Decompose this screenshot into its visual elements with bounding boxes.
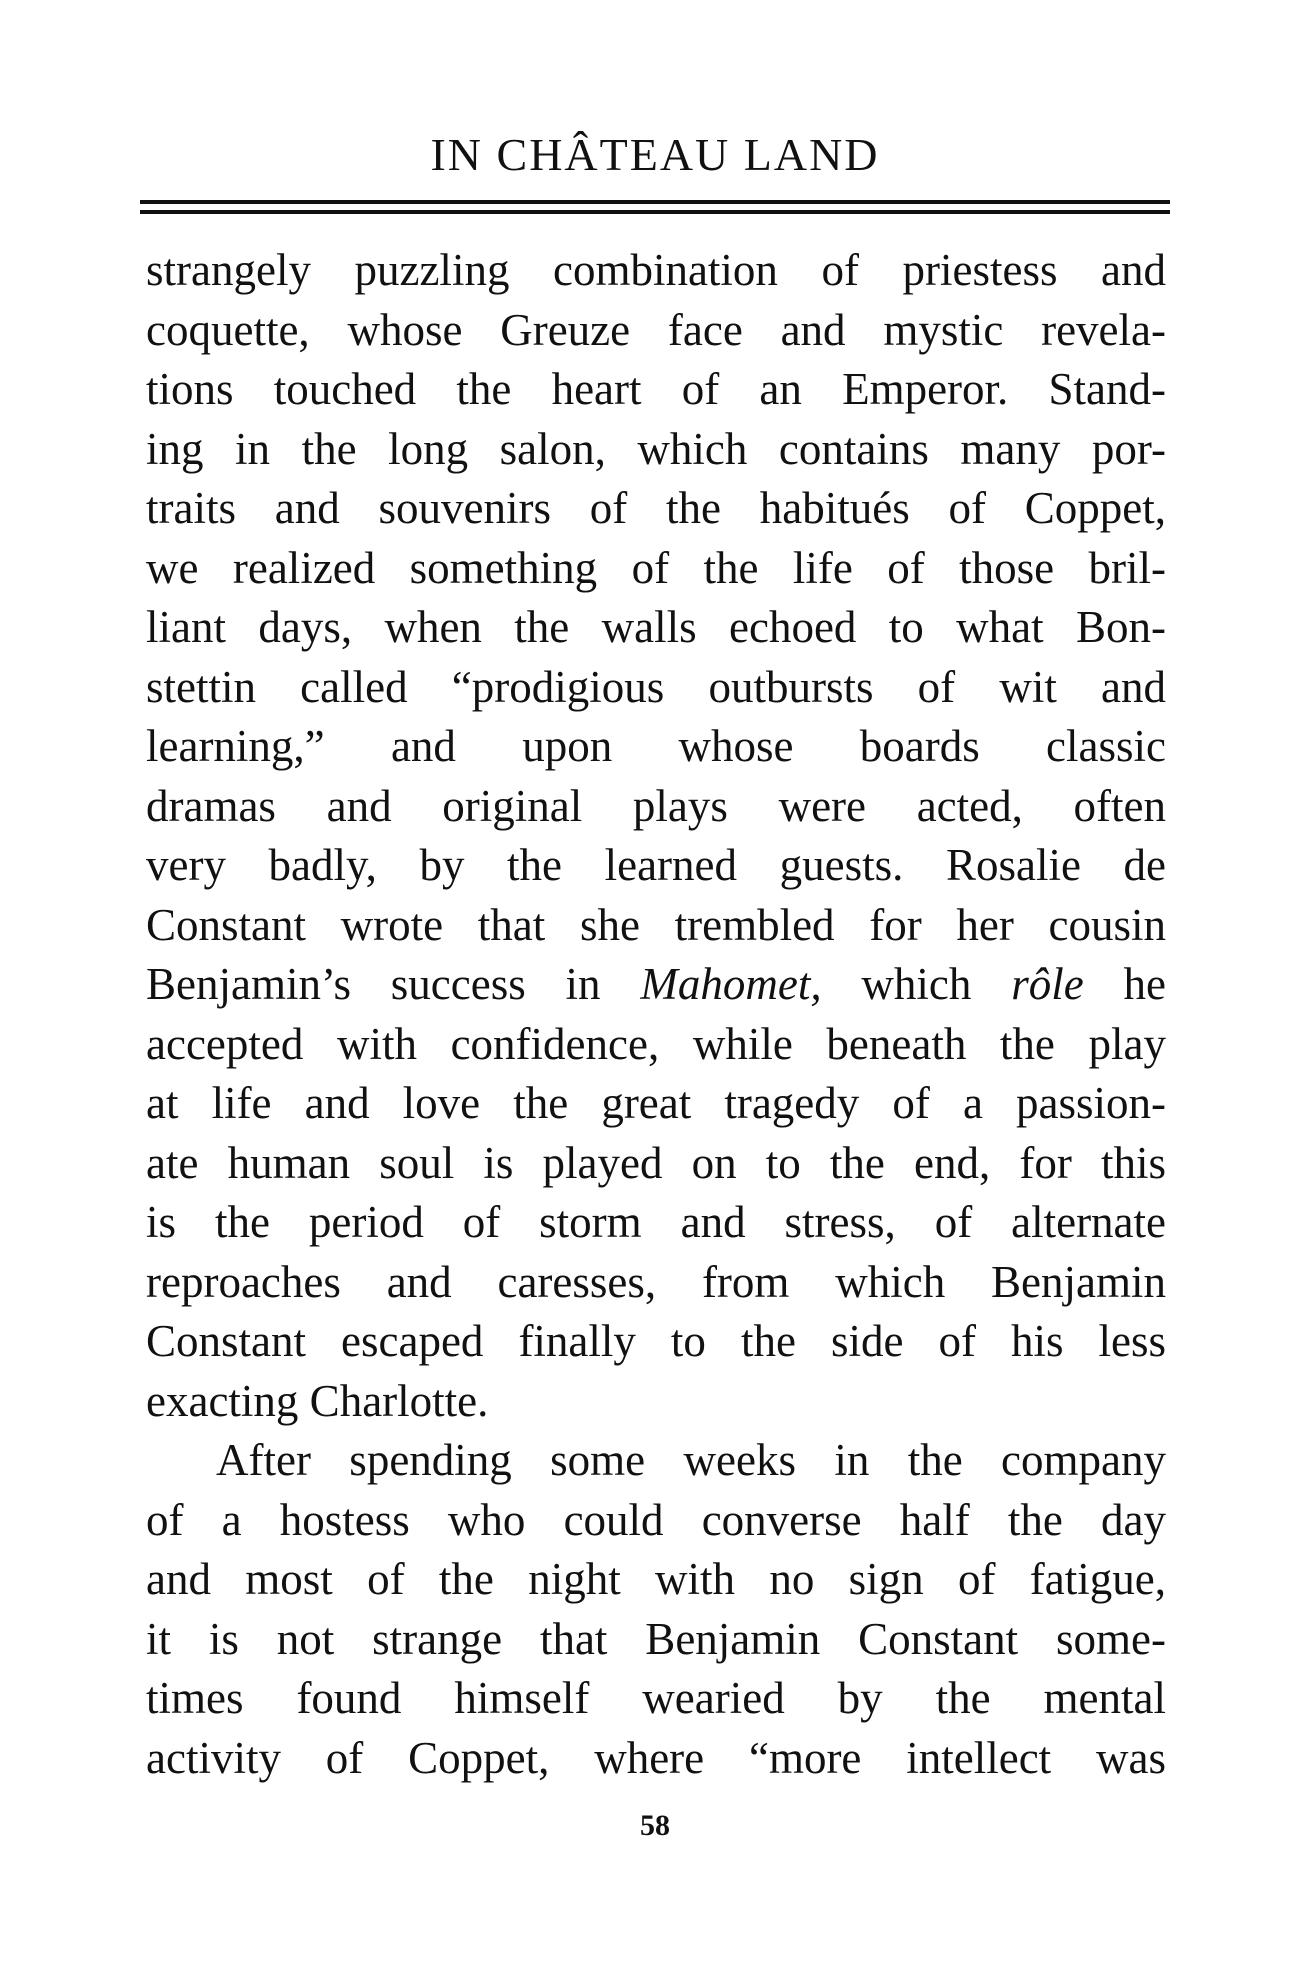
- text-line: of a hostess who could converse half the day: [146, 1494, 1166, 1545]
- text-line: very badly, by the learned guests. Rosalie de: [146, 840, 1166, 890]
- text-line: traits and souvenirs of the habitués of Coppet,: [146, 483, 1166, 533]
- text-line: we realized something of the life of those bril-: [146, 542, 1166, 593]
- header-rule-top: [140, 200, 1170, 204]
- text-line: ing in the long salon, which contains many por-: [146, 423, 1166, 474]
- text-line: and most of the night with no sign of fatigue,: [146, 1554, 1166, 1604]
- text-line: exacting Charlotte.: [146, 1375, 489, 1426]
- text-line: at life and love the great tragedy of a passion-: [146, 1078, 1166, 1128]
- italic-word-role: rôle: [1011, 959, 1084, 1009]
- header-double-rule: [140, 200, 1170, 216]
- text-line: activity of Coppet, where “more intellect was: [146, 1732, 1166, 1783]
- italic-title-mahomet: Mahomet,: [640, 959, 822, 1009]
- text-line: dramas and original plays were acted, often: [146, 780, 1166, 831]
- text-segment: he: [1083, 959, 1166, 1009]
- text-line: Constant escaped finally to the side of his less: [146, 1316, 1166, 1366]
- text-line: stettin called “prodigious outbursts of wit and: [146, 661, 1166, 712]
- text-line: strangely puzzling combination of priestess and: [146, 245, 1166, 295]
- text-line: times found himself wearied by the mental: [146, 1673, 1166, 1723]
- text-line: it is not strange that Benjamin Constant some-: [146, 1613, 1166, 1664]
- text-line-with-italics: [146, 955, 1166, 1015]
- text-line: coquette, whose Greuze face and mystic revela-: [146, 304, 1166, 355]
- text-segment: Benjamin’s success in: [146, 959, 641, 1009]
- text-line: Constant wrote that she trembled for her cousin: [146, 899, 1166, 950]
- text-line: accepted with confidence, while beneath the play: [146, 1018, 1166, 1069]
- page-number: 58: [640, 1809, 670, 1842]
- text-line: reproaches and caresses, from which Benjamin: [146, 1256, 1166, 1307]
- text-line: tions touched the heart of an Emperor. Stand-: [146, 364, 1166, 414]
- text-line: liant days, when the walls echoed to what Bon-: [146, 602, 1166, 652]
- text-line: learning,” and upon whose boards classic: [146, 721, 1166, 771]
- text-line-paragraph-start: After spending some weeks in the company: [216, 1435, 1166, 1485]
- running-head-title: IN CHÂTEAU LAND: [430, 129, 880, 180]
- text-segment: which: [821, 959, 1012, 1009]
- header-rule-bottom: [140, 210, 1170, 214]
- text-line: ate human soul is played on to the end, for this: [146, 1137, 1166, 1188]
- text-line: is the period of storm and stress, of alternate: [146, 1197, 1166, 1247]
- body-text: [146, 241, 1166, 1788]
